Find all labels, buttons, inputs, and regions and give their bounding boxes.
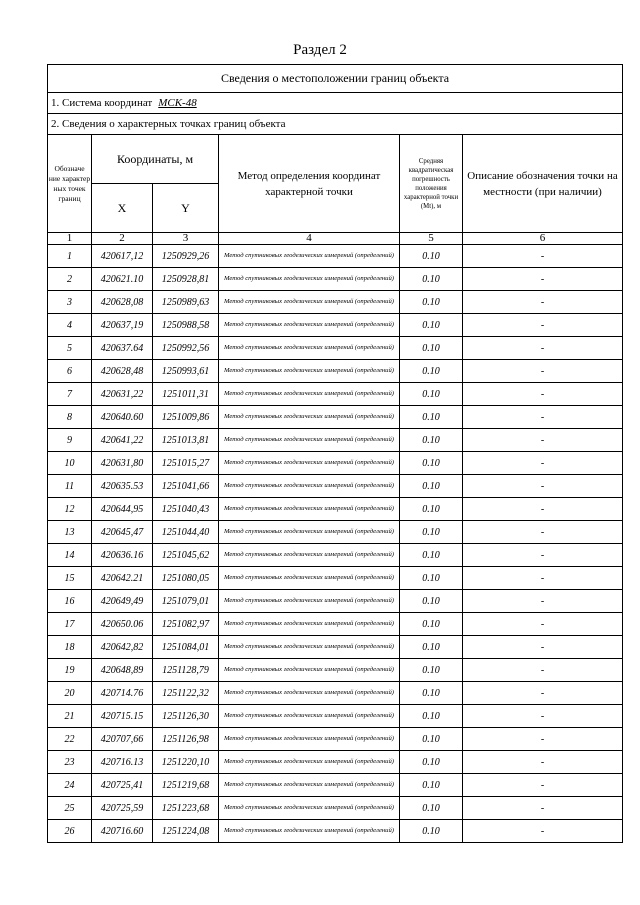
x-coordinate: 420637.64 — [92, 337, 153, 360]
table-row — [48, 498, 623, 521]
point-number: 16 — [48, 590, 92, 613]
column-number: 6 — [463, 233, 623, 245]
x-coordinate: 420649,49 — [92, 590, 153, 613]
method: Метод спутниковых геодезических измерений (определений) — [219, 774, 400, 797]
point-number: 5 — [48, 337, 92, 360]
y-coordinate: 1251080,05 — [153, 567, 219, 590]
description: - — [463, 544, 623, 567]
coordinate-system-label: 1. Система координат — [51, 97, 153, 109]
accuracy: 0.10 — [400, 728, 463, 751]
method: Метод спутниковых геодезических измерений (определений) — [219, 659, 400, 682]
accuracy: 0.10 — [400, 452, 463, 475]
method: Метод спутниковых геодезических измерений (определений) — [219, 429, 400, 452]
table-row — [48, 682, 623, 705]
method: Метод спутниковых геодезических измерений (определений) — [219, 383, 400, 406]
y-coordinate: 1251011,31 — [153, 383, 219, 406]
method: Метод спутниковых геодезических измерений (определений) — [219, 544, 400, 567]
table-row — [48, 406, 623, 429]
description: - — [463, 636, 623, 659]
accuracy: 0.10 — [400, 636, 463, 659]
table-row — [48, 245, 623, 268]
method: Метод спутниковых геодезических измерений (определений) — [219, 728, 400, 751]
method: Метод спутниковых геодезических измерений (определений) — [219, 797, 400, 820]
description: - — [463, 797, 623, 820]
table-row — [48, 751, 623, 774]
method: Метод спутниковых геодезических измерений (определений) — [219, 337, 400, 360]
method: Метод спутниковых геодезических измерений (определений) — [219, 268, 400, 291]
x-coordinate: 420628,48 — [92, 360, 153, 383]
table-row — [48, 544, 623, 567]
y-coordinate: 1251128,79 — [153, 659, 219, 682]
point-number: 12 — [48, 498, 92, 521]
accuracy: 0.10 — [400, 291, 463, 314]
x-coordinate: 420707,66 — [92, 728, 153, 751]
point-number: 2 — [48, 268, 92, 291]
y-coordinate: 1251084,01 — [153, 636, 219, 659]
accuracy: 0.10 — [400, 567, 463, 590]
description: - — [463, 452, 623, 475]
y-coordinate: 1250992,56 — [153, 337, 219, 360]
description: - — [463, 590, 623, 613]
table-row — [48, 452, 623, 475]
point-number: 23 — [48, 751, 92, 774]
point-number: 24 — [48, 774, 92, 797]
accuracy: 0.10 — [400, 268, 463, 291]
table-row — [48, 728, 623, 751]
y-coordinate: 1251009,86 — [153, 406, 219, 429]
description: - — [463, 521, 623, 544]
point-number: 6 — [48, 360, 92, 383]
y-coordinate: 1251045,62 — [153, 544, 219, 567]
method: Метод спутниковых геодезических измерений (определений) — [219, 613, 400, 636]
accuracy: 0.10 — [400, 314, 463, 337]
coordinate-system-row — [48, 93, 623, 114]
point-number: 3 — [48, 291, 92, 314]
table-row — [48, 475, 623, 498]
method: Метод спутниковых геодезических измерений (определений) — [219, 636, 400, 659]
y-coordinate: 1250989,63 — [153, 291, 219, 314]
point-number: 22 — [48, 728, 92, 751]
y-coordinate: 1251044,40 — [153, 521, 219, 544]
x-coordinate: 420628,08 — [92, 291, 153, 314]
table-row — [48, 820, 623, 843]
accuracy: 0.10 — [400, 682, 463, 705]
accuracy: 0.10 — [400, 360, 463, 383]
points-heading: 2. Сведения о характерных точках границ объекта — [48, 114, 623, 135]
table-row — [48, 636, 623, 659]
y-coordinate: 1251041,66 — [153, 475, 219, 498]
accuracy: 0.10 — [400, 751, 463, 774]
y-coordinate: 1251223,68 — [153, 797, 219, 820]
description: - — [463, 383, 623, 406]
method: Метод спутниковых геодезических измерений (определений) — [219, 682, 400, 705]
x-coordinate: 420650.06 — [92, 613, 153, 636]
header-description: Описание обозначения точки на местности (при наличии) — [463, 135, 623, 233]
method: Метод спутниковых геодезических измерений (определений) — [219, 245, 400, 268]
description: - — [463, 498, 623, 521]
description: - — [463, 337, 623, 360]
accuracy: 0.10 — [400, 475, 463, 498]
boundary-points-table — [47, 64, 623, 843]
description: - — [463, 728, 623, 751]
table-row — [48, 659, 623, 682]
point-number: 10 — [48, 452, 92, 475]
description: - — [463, 475, 623, 498]
x-coordinate: 420640.60 — [92, 406, 153, 429]
section-title: Раздел 2 — [293, 42, 347, 58]
coordinate-system-value: МСК-48 — [158, 97, 197, 109]
x-coordinate: 420716.60 — [92, 820, 153, 843]
description: - — [463, 705, 623, 728]
header-accuracy: Средняя квадратическая погрешность положения характерной точки (Mt), м — [400, 135, 463, 233]
method: Метод спутниковых геодезических измерений (определений) — [219, 705, 400, 728]
accuracy: 0.10 — [400, 659, 463, 682]
method: Метод спутниковых геодезических измерений (определений) — [219, 567, 400, 590]
x-coordinate: 420637,19 — [92, 314, 153, 337]
x-coordinate: 420725,41 — [92, 774, 153, 797]
point-number: 4 — [48, 314, 92, 337]
method: Метод спутниковых геодезических измерений (определений) — [219, 751, 400, 774]
accuracy: 0.10 — [400, 544, 463, 567]
method: Метод спутниковых геодезических измерений (определений) — [219, 498, 400, 521]
y-coordinate: 1250928,81 — [153, 268, 219, 291]
description: - — [463, 406, 623, 429]
point-number: 17 — [48, 613, 92, 636]
y-coordinate: 1250993,61 — [153, 360, 219, 383]
point-number: 7 — [48, 383, 92, 406]
description: - — [463, 360, 623, 383]
method: Метод спутниковых геодезических измерений (определений) — [219, 590, 400, 613]
description: - — [463, 613, 623, 636]
header-coordinates: Координаты, м — [92, 135, 219, 184]
y-coordinate: 1251079,01 — [153, 590, 219, 613]
description: - — [463, 268, 623, 291]
header-method: Метод определения координат характерной точки — [219, 135, 400, 233]
method: Метод спутниковых геодезических измерений (определений) — [219, 521, 400, 544]
point-number: 14 — [48, 544, 92, 567]
x-coordinate: 420631,22 — [92, 383, 153, 406]
table-row — [48, 268, 623, 291]
x-coordinate: 420715.15 — [92, 705, 153, 728]
x-coordinate: 420635.53 — [92, 475, 153, 498]
y-coordinate: 1251220,10 — [153, 751, 219, 774]
description: - — [463, 245, 623, 268]
x-coordinate: 420714.76 — [92, 682, 153, 705]
column-number: 4 — [219, 233, 400, 245]
point-number: 11 — [48, 475, 92, 498]
point-number: 1 — [48, 245, 92, 268]
description: - — [463, 659, 623, 682]
column-number: 5 — [400, 233, 463, 245]
header-y: Y — [153, 184, 219, 233]
table-row — [48, 521, 623, 544]
point-number: 13 — [48, 521, 92, 544]
accuracy: 0.10 — [400, 383, 463, 406]
point-number: 26 — [48, 820, 92, 843]
accuracy: 0.10 — [400, 820, 463, 843]
y-coordinate: 1251015,27 — [153, 452, 219, 475]
accuracy: 0.10 — [400, 590, 463, 613]
description: - — [463, 429, 623, 452]
y-coordinate: 1251219,68 — [153, 774, 219, 797]
table-row — [48, 314, 623, 337]
x-coordinate: 420621.10 — [92, 268, 153, 291]
accuracy: 0.10 — [400, 406, 463, 429]
table-row — [48, 590, 623, 613]
description: - — [463, 751, 623, 774]
point-number: 8 — [48, 406, 92, 429]
column-numbers-row — [48, 233, 623, 245]
accuracy: 0.10 — [400, 429, 463, 452]
y-coordinate: 1251224,08 — [153, 820, 219, 843]
accuracy: 0.10 — [400, 337, 463, 360]
accuracy: 0.10 — [400, 521, 463, 544]
y-coordinate: 1251126,30 — [153, 705, 219, 728]
description: - — [463, 291, 623, 314]
method: Метод спутниковых геодезических измерений (определений) — [219, 820, 400, 843]
table-row — [48, 613, 623, 636]
y-coordinate: 1250929,26 — [153, 245, 219, 268]
table-row — [48, 383, 623, 406]
x-coordinate: 420648,89 — [92, 659, 153, 682]
point-number: 15 — [48, 567, 92, 590]
method: Метод спутниковых геодезических измерений (определений) — [219, 475, 400, 498]
accuracy: 0.10 — [400, 774, 463, 797]
column-number: 1 — [48, 233, 92, 245]
x-coordinate: 420636.16 — [92, 544, 153, 567]
y-coordinate: 1251013,81 — [153, 429, 219, 452]
accuracy: 0.10 — [400, 245, 463, 268]
table-row — [48, 429, 623, 452]
x-coordinate: 420641,22 — [92, 429, 153, 452]
column-number: 3 — [153, 233, 219, 245]
x-coordinate: 420645,47 — [92, 521, 153, 544]
point-number: 20 — [48, 682, 92, 705]
point-number: 19 — [48, 659, 92, 682]
table-row — [48, 337, 623, 360]
method: Метод спутниковых геодезических измерений (определений) — [219, 452, 400, 475]
accuracy: 0.10 — [400, 498, 463, 521]
point-number: 9 — [48, 429, 92, 452]
y-coordinate: 1251122,32 — [153, 682, 219, 705]
x-coordinate: 420716.13 — [92, 751, 153, 774]
table-row — [48, 705, 623, 728]
accuracy: 0.10 — [400, 613, 463, 636]
description: - — [463, 314, 623, 337]
y-coordinate: 1251126,98 — [153, 728, 219, 751]
accuracy: 0.10 — [400, 797, 463, 820]
method: Метод спутниковых геодезических измерений (определений) — [219, 314, 400, 337]
point-number: 25 — [48, 797, 92, 820]
table-row — [48, 797, 623, 820]
table-row — [48, 291, 623, 314]
table-row — [48, 567, 623, 590]
description: - — [463, 820, 623, 843]
x-coordinate: 420617,12 — [92, 245, 153, 268]
table-row — [48, 774, 623, 797]
method: Метод спутниковых геодезических измерений (определений) — [219, 360, 400, 383]
point-number: 21 — [48, 705, 92, 728]
table-title: Сведения о местоположении границ объекта — [48, 65, 623, 93]
x-coordinate: 420642,82 — [92, 636, 153, 659]
description: - — [463, 774, 623, 797]
header-x: X — [92, 184, 153, 233]
table-row — [48, 360, 623, 383]
accuracy: 0.10 — [400, 705, 463, 728]
y-coordinate: 1251082,97 — [153, 613, 219, 636]
y-coordinate: 1250988,58 — [153, 314, 219, 337]
point-number: 18 — [48, 636, 92, 659]
x-coordinate: 420642.21 — [92, 567, 153, 590]
x-coordinate: 420644,95 — [92, 498, 153, 521]
method: Метод спутниковых геодезических измерений (определений) — [219, 406, 400, 429]
x-coordinate: 420725,59 — [92, 797, 153, 820]
description: - — [463, 682, 623, 705]
header-point-name: Обозначе ние характер ных точек границ — [48, 135, 92, 233]
x-coordinate: 420631,80 — [92, 452, 153, 475]
method: Метод спутниковых геодезических измерений (определений) — [219, 291, 400, 314]
column-number: 2 — [92, 233, 153, 245]
description: - — [463, 567, 623, 590]
y-coordinate: 1251040,43 — [153, 498, 219, 521]
